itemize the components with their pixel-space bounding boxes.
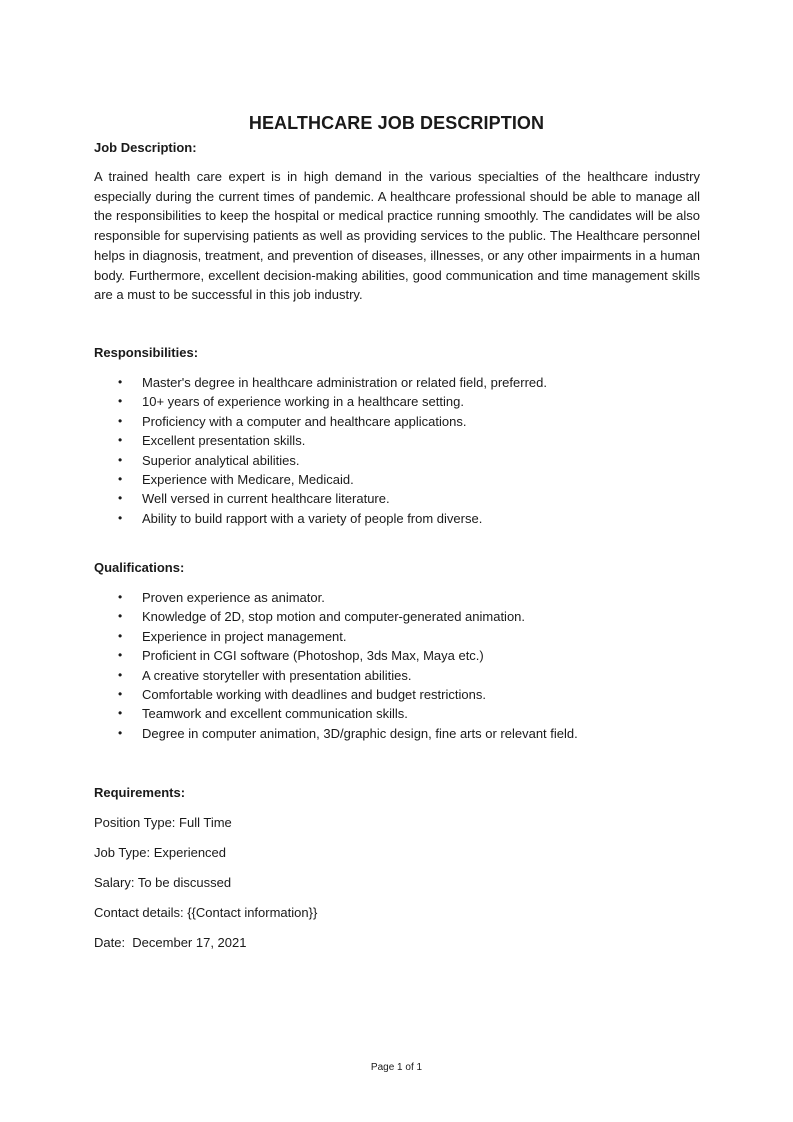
list-item <box>94 588 700 607</box>
document-title: HEALTHCARE JOB DESCRIPTION <box>248 113 545 133</box>
job-type: Job Type: Experienced <box>94 845 227 860</box>
bullet-icon: • <box>118 628 123 643</box>
bullet-icon: • <box>118 394 123 409</box>
list-item <box>94 470 700 489</box>
bullet-icon: • <box>118 471 123 486</box>
page-number: Page 1 of 1 <box>370 1062 423 1073</box>
bullet-icon: • <box>118 433 123 448</box>
responsibilities-heading: Responsibilities: <box>94 345 199 360</box>
bullet-icon: • <box>118 413 123 428</box>
list-item-text: Superior analytical abilities. <box>142 452 300 468</box>
list-item-text: Comfortable working with deadlines and budget restrictions. <box>142 686 486 702</box>
job-description-heading: Job Description: <box>94 140 197 155</box>
list-item-text: Degree in computer animation, 3D/graphic design, fine arts or relevant field. <box>142 725 578 741</box>
bullet-icon: • <box>118 667 123 682</box>
list-item-text: Well versed in current healthcare literature. <box>142 491 390 507</box>
bullet-icon: • <box>118 510 123 525</box>
bullet-icon: • <box>118 491 123 506</box>
qualifications-heading: Qualifications: <box>94 560 185 575</box>
bullet-icon: • <box>118 375 123 389</box>
list-item-text: Teamwork and excellent communication skills. <box>142 706 408 722</box>
bullet-icon: • <box>118 706 123 721</box>
list-item-text: Knowledge of 2D, stop motion and computer-generated animation. <box>142 609 526 625</box>
list-item-text: Master's degree in healthcare administration or related field, preferred. <box>142 375 547 390</box>
bullet-icon: • <box>118 609 123 624</box>
list-item <box>94 627 700 646</box>
date: Date: December 17, 2021 <box>94 935 247 950</box>
bullet-icon: • <box>118 725 123 740</box>
list-item-text: A creative storyteller with presentation abilities. <box>142 667 412 683</box>
list-item-text: Ability to build rapport with a variety of people from diverse. <box>142 510 483 526</box>
list-item <box>94 451 700 470</box>
bullet-icon: • <box>118 648 123 663</box>
qualifications-list <box>94 588 700 743</box>
contact-details: Contact details: {{Contact information}} <box>94 905 318 920</box>
salary: Salary: To be discussed <box>94 875 232 890</box>
list-item <box>94 704 700 723</box>
position-type: Position Type: Full Time <box>94 815 232 830</box>
list-item-text: Experience with Medicare, Medicaid. <box>142 471 354 487</box>
job-description-paragraph: A trained health care expert is in high demand in the various specialties of the healthcare industry especially during the current times of pandemic. A healthcare professional should be able to manage all the responsibilities to keep the hospital or medical practice running smoothly. The candidates will be also responsible for supervising patients as well as providing services to the public. The Healthcare personnel helps in diagnosis, treatment, and prevention of diseases, illnesses, or any other impairments in a human body. Furthermore, excellent decision-making abilities, good communication and time management skills are a must to be successful in this job industry. <box>94 169 700 303</box>
list-item <box>94 431 700 450</box>
bullet-icon: • <box>118 452 123 467</box>
list-item <box>94 607 700 626</box>
list-item <box>94 685 700 704</box>
responsibilities-list <box>94 373 700 528</box>
list-item-text: Experience in project management. <box>142 628 347 644</box>
list-item <box>94 724 700 743</box>
list-item-text: Excellent presentation skills. <box>142 433 306 449</box>
list-item <box>94 373 700 392</box>
list-item-text: 10+ years of experience working in a healthcare setting. <box>142 394 464 410</box>
list-item <box>94 509 700 528</box>
list-item <box>94 412 700 431</box>
list-item <box>94 646 700 665</box>
list-item-text: Proficient in CGI software (Photoshop, 3ds Max, Maya etc.) <box>142 648 484 664</box>
requirements-heading: Requirements: <box>94 785 186 800</box>
list-item <box>94 392 700 411</box>
bullet-icon: • <box>118 686 123 701</box>
bullet-icon: • <box>118 590 123 604</box>
list-item-text: Proficiency with a computer and healthcare applications. <box>142 413 467 429</box>
list-item <box>94 666 700 685</box>
list-item-text: Proven experience as animator. <box>142 590 325 605</box>
list-item <box>94 489 700 508</box>
